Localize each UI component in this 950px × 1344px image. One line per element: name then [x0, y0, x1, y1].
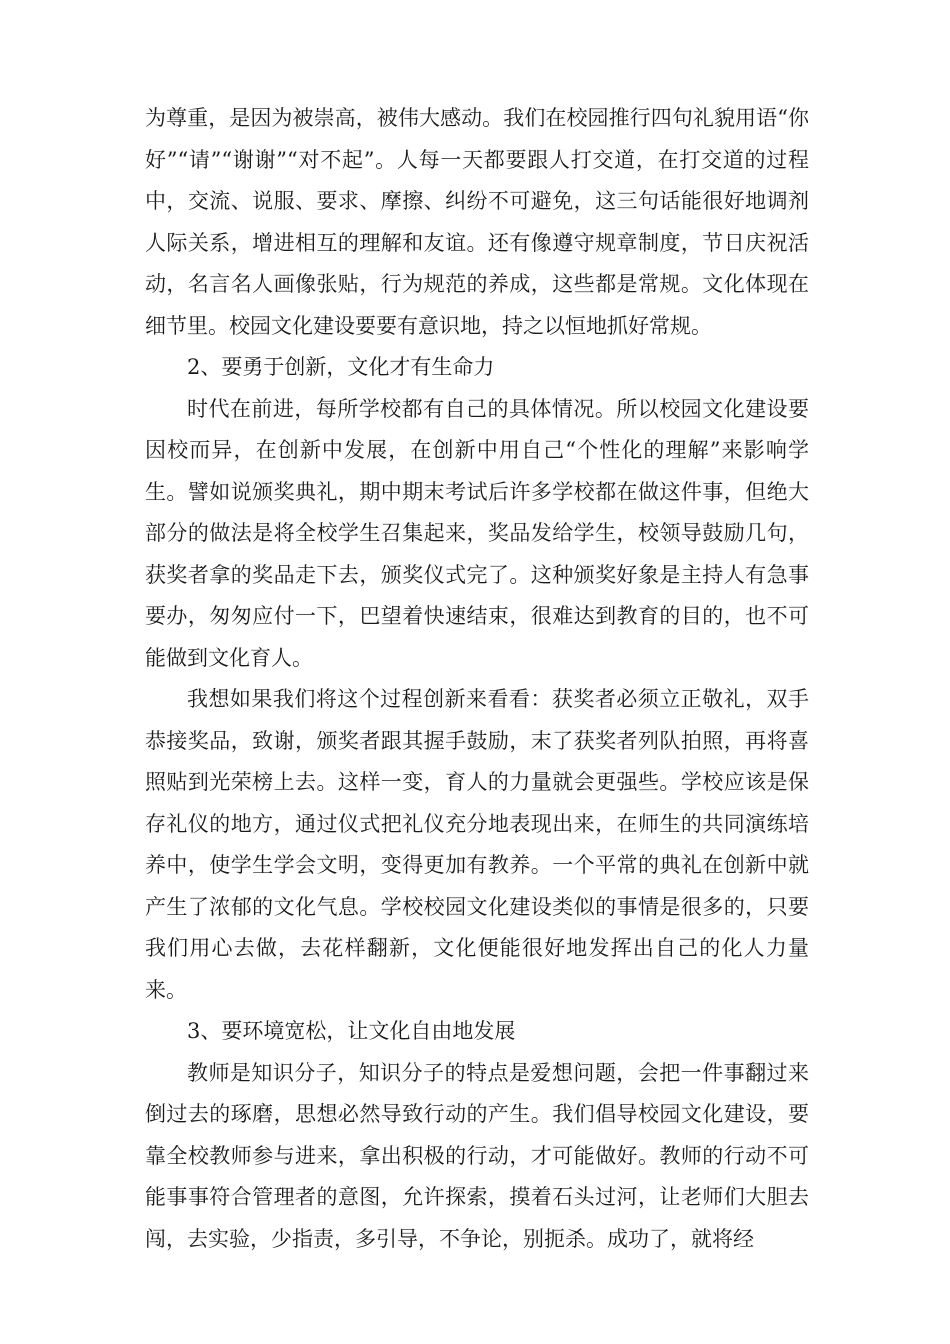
section-heading-relaxed-environment: 3、要环境宽松，让文化自由地发展 — [187, 1019, 516, 1043]
paragraph-teachers: 教师是知识分子，知识分子的特点是爱想问题，会把一件事翻过来倒过去的琢磨，思想必然导致行动的产生。我们倡导校园文化建设，要靠全校教师参与进来，拿出积极的行动，才可能做好。教师的行动不可能事事符合管理者的意图，允许探索，摸着石头过河，让老师们大胆去闯，去实验，少指责，多引导，不争论，别扼杀。成功了，就将经 — [145, 1060, 809, 1251]
section-heading-innovation: 2、要勇于创新，文化才有生命力 — [187, 355, 495, 379]
document-page — [145, 98, 809, 1260]
paragraph-courtesy-phrases: 为尊重，是因为被崇高，被伟大感动。我们在校园推行四句礼貌用语“你好”“请”“谢谢”“对不起”。人每一天都要跟人打交道，在打交道的过程中，交流、说服、要求、摩擦、纠纷不可避免，这三句话能很好地调剂人际关系，增进相互的理解和友谊。还有像遵守规章制度，节日庆祝活动，名言名人画像张贴，行为规范的养成，这些都是常规。文化体现在细节里。校园文化建设要要有意识地，持之以恒地抓好常规。 — [145, 106, 809, 338]
paragraph-award-ceremony: 我想如果我们将这个过程创新来看看：获奖者必须立正敬礼，双手恭接奖品，致谢，颁奖者跟其握手鼓励，末了获奖者列队拍照，再将喜照贴到光荣榜上去。这样一变，育人的力量就会更强些。学校应该是保存礼仪的地方，通过仪式把礼仪充分地表现出来，在师生的共同演练培养中，使学生学会文明，变得更加有教养。一个平常的典礼在创新中就产生了浓郁的文化气息。学校校园文化建设类似的事情是很多的，只要我们用心去做，去花样翻新，文化便能很好地发挥出自己的化人力量来。 — [145, 687, 809, 1002]
paragraph-innovation-intro: 时代在前进，每所学校都有自己的具体情况。所以校园文化建设要因校而异，在创新中发展，在创新中用自己“个性化的理解”来影响学生。譬如说颁奖典礼，期中期末考试后许多学校都在做这件事，但绝大部分的做法是将全校学生召集起来，奖品发给学生，校领导鼓励几句，获奖者拿的奖品走下去，颁奖仪式完了。这种颁奖好象是主持人有急事要办，匆匆应付一下，巴望着快速结束，很难达到教育的目的，也不可能做到文化育人。 — [145, 396, 809, 670]
